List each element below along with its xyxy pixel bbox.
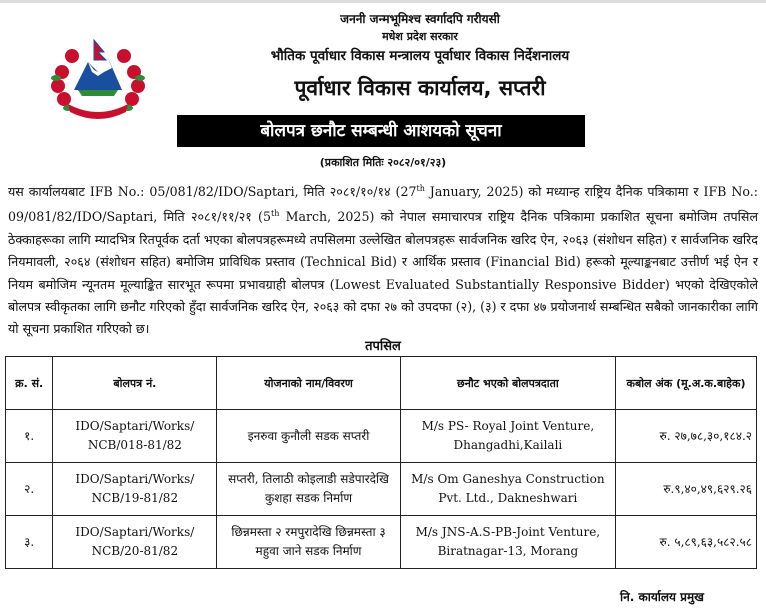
office-name: पूर्वाधार विकास कार्यालय, सप्तरी [294, 76, 546, 100]
row-sn: ३. [6, 516, 53, 569]
table-row [6, 410, 757, 463]
header-amount: कबोल अंक (मू.अ.क.बाहेक) [616, 357, 757, 410]
row-project: छिन्नमस्ता २ रमपुरादेखि छिन्नमस्ता ३ महुवा जाने सडक निर्माण [217, 516, 400, 569]
notice-title: बोलपत्र छनौट सम्बन्धी आशयको सूचना [177, 115, 585, 147]
ministry-name: भौतिक पूर्वाधार विकास मन्त्रालय पूर्वाधार विकास निर्देशनालय [270, 48, 570, 64]
row-project: इनरुवा कुनौली सडक सप्तरी [217, 410, 400, 463]
body-sup-2: th [270, 209, 280, 219]
row-bidder: M/s JNS-A.S-PB-Joint Venture, Biratnagar-13, Morang [400, 516, 615, 569]
body-part-3: March, 2025) को नेपाल समाचारपत्र राष्ट्रिय दैनिक पत्रिकामा प्रकाशित सूचना बमोजिम तपसिल ठेक्काहरूका लागि म्यादभित्र रितपूर्वक दर्ता भएका बोलपत्रहरूमध्ये तपसिलमा उल्लेखित बोलपत्रहरू सार्वजनिक खरिद ऐन, २०६३ (संशोधन सहित) र सार्वजनिक खरिद नियमावली, २०६४ (संशोधन सहित) बमोजिम प्राविधिक प्रस्ताव (Technical Bid) र आर्थिक प्रस्ताव (Financial Bid) हरूको मूल्याङ्कनबाट उत्तीर्ण भई ऐन र नियम बमोजिम न्यूनतम मूल्याङ्कित सारभूत रूपमा प्रभावग्राही बोलपत्र (Lowest Evaluated Substantially Responsive Bidder) भएको देखिएकोले बोलपत्र स्वीकृतका लागि छनौट गरिएको हुँदा सार्वजनिक खरिद ऐन, २०६३ को दफा २७ को उपदफा (२), (३) र दफा ४७ प्रयोजनार्थ सम्बन्धित सबैको जानकारीका लागि यो सूचना प्रकाशित गरिएको छ। [8, 209, 758, 337]
table-title: तपसिल [365, 339, 401, 354]
row-bidder: M/s Om Ganeshya Construction Pvt. Ltd., Dakneshwari [400, 463, 615, 516]
row-sn: १. [6, 410, 53, 463]
body-part-2: January, 2025) को मध्यान्ह राष्ट्रिय दैनिक पत्रिकामा र IFB No.: 09/081/82/IDO/Saptari, मिति २०८१/११/२१ (5 [8, 184, 759, 225]
row-amount: रु. २७,७८,३०,१८४.२ [616, 410, 757, 463]
row-project: सप्तरी, तिलाठी कोइलाडी सडेपारदेखि कुशहा सडक निर्माण [217, 463, 400, 516]
notice-body [8, 178, 758, 340]
row-bid-no: IDO/Saptari/Works/ NCB/018-81/82 [53, 410, 217, 463]
row-bid-no: IDO/Saptari/Works/ NCB/20-81/82 [53, 516, 217, 569]
table-row [6, 463, 757, 516]
table-row [6, 516, 757, 569]
signature-office-chief: नि. कार्यालय प्रमुख [620, 590, 704, 604]
header-sn: क्र. सं. [6, 357, 53, 410]
bid-table [5, 356, 757, 569]
page-top-border [0, 0, 766, 3]
row-sn: २. [6, 463, 53, 516]
body-sup-1: th [416, 184, 425, 193]
table-header-row [6, 357, 757, 410]
row-bidder: M/s PS- Royal Joint Venture, Dhangadhi,Kailali [400, 410, 615, 463]
header-bidder: छनौट भएको बोलपत्रदाता [400, 357, 615, 410]
body-part-1: यस कार्यालयबाट IFB No.: 05/081/82/IDO/Saptari, मिति २०८१/१०/१४ (27 [8, 184, 417, 200]
row-bid-no: IDO/Saptari/Works/ NCB/19-81/82 [53, 463, 217, 516]
published-date: (प्रकाशित मितिः २०८२/०१/२३) [319, 156, 447, 169]
nepal-emblem-icon [48, 32, 148, 120]
row-amount: रु.९,४०,४९,६२९.२६ [616, 463, 757, 516]
motto: जननी जन्मभूमिश्च स्वर्गादपि गरीयसी [340, 12, 500, 26]
province-government: मधेश प्रदेश सरकार [382, 30, 458, 43]
row-amount: रु. ५,८९,६३,५८२.५८ [616, 516, 757, 569]
header-project: योजनाको नाम/विवरण [217, 357, 400, 410]
header-bid-no: बोलपत्र नं. [53, 357, 217, 410]
